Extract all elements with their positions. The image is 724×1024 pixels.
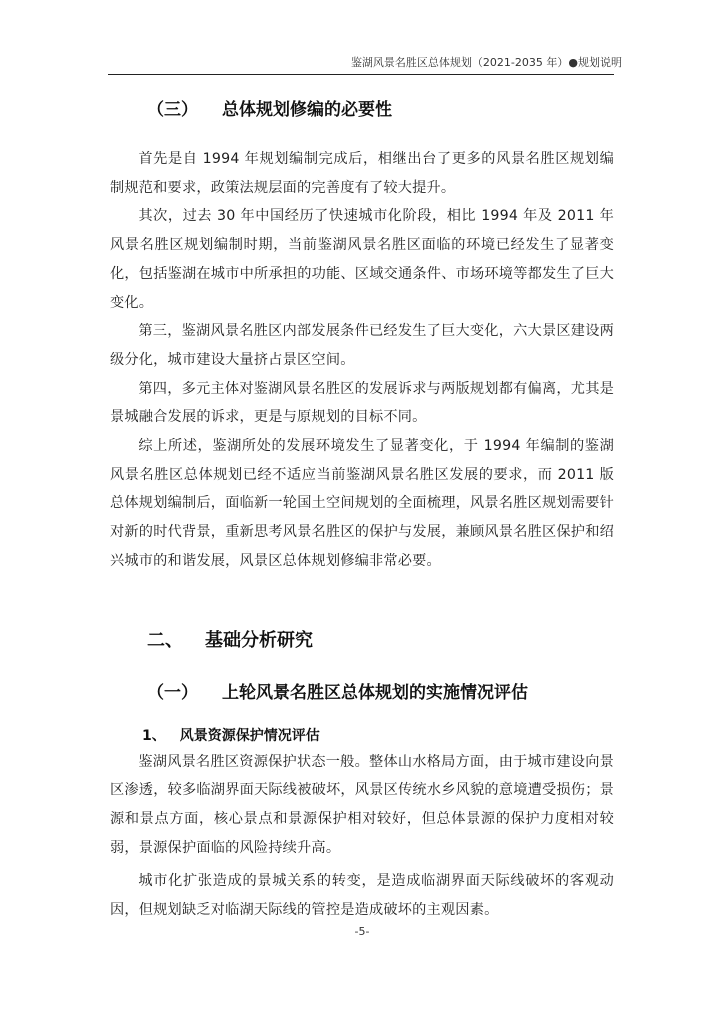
page-number: -5- [354,925,370,938]
section-heading-necessity [110,95,614,120]
paragraph: 城市化扩张造成的景城关系的转变，是造成临湖界面天际线破坏的客观动因，但规划缺乏对临湖天际线的管控是造成破坏的主观因素。 [110,873,614,919]
section-title: 上轮风景名胜区总体规划的实施情况评估 [222,682,528,703]
section-title: 总体规划修编的必要性 [222,100,392,120]
section-number: （一） [147,682,198,703]
resource-paragraphs [110,748,614,925]
chapter-heading [110,626,614,652]
paragraph: 第四，多元主体对鉴湖风景名胜区的发展诉求与两版规划都有偏离，尤其是景城融合发展的诉求，更是与原规划的目标不同。 [110,380,614,426]
chapter-number: 二、 [147,629,183,651]
paragraph: 其次，过去 30 年中国经历了快速城市化阶段，相比 1994 年及 2011 年风景名胜区规划编制时期，当前鉴湖风景名胜区面临的环境已经发生了显著变化，包括鉴湖在城市中所承担的功能、区域交通条件、市场环境等都发生了巨大变化。 [110,208,614,311]
chapter-title: 基础分析研究 [205,629,313,651]
subsection-title: 风景资源保护情况评估 [179,727,320,744]
necessity-paragraphs [110,145,614,576]
subsection-heading-resource [110,725,614,745]
section-number: （三） [147,100,198,120]
paragraph: 首先是自 1994 年规划编制完成后，相继出台了更多的风景名胜区规划编制规范和要求，政策法规层面的完善度有了较大提升。 [110,151,614,196]
running-header: 鉴湖风景名胜区总体规划（2021-2035 年）●规划说明 [350,56,622,69]
header-divider [108,74,614,75]
paragraph: 第三，鉴湖风景名胜区内部发展条件已经发生了巨大变化，六大景区建设两级分化，城市建设大量挤占景区空间。 [110,323,614,368]
subsection-number: 1、 [142,727,166,744]
paragraph: 鉴湖风景名胜区资源保护状态一般。整体山水格局方面，由于城市建设向景区渗透，较多临湖界面天际线被破坏，风景区传统水乡风貌的意境遭受损伤；景源和景点方面，核心景点和景源保护相对较好，但总体景源的保护力度相对较弱，景源保护面临的风险持续升高。 [110,753,614,856]
page-body [110,92,614,925]
paragraph: 综上所述，鉴湖所处的发展环境发生了显著变化，于 1994 年编制的鉴湖风景名胜区总体规划已经不适应当前鉴湖风景名胜区发展的要求，而 2011 版总体规划编制后，面临新一轮国土空间规划的全面梳理，风景名胜区规划需要针对新的时代背景，重新思考风景名胜区的保护与发展，兼顾风景名胜区保护和绍兴城市的和谐发展，风景区总体规划修编非常必要。 [110,438,614,569]
section-heading-evaluation [110,678,614,703]
